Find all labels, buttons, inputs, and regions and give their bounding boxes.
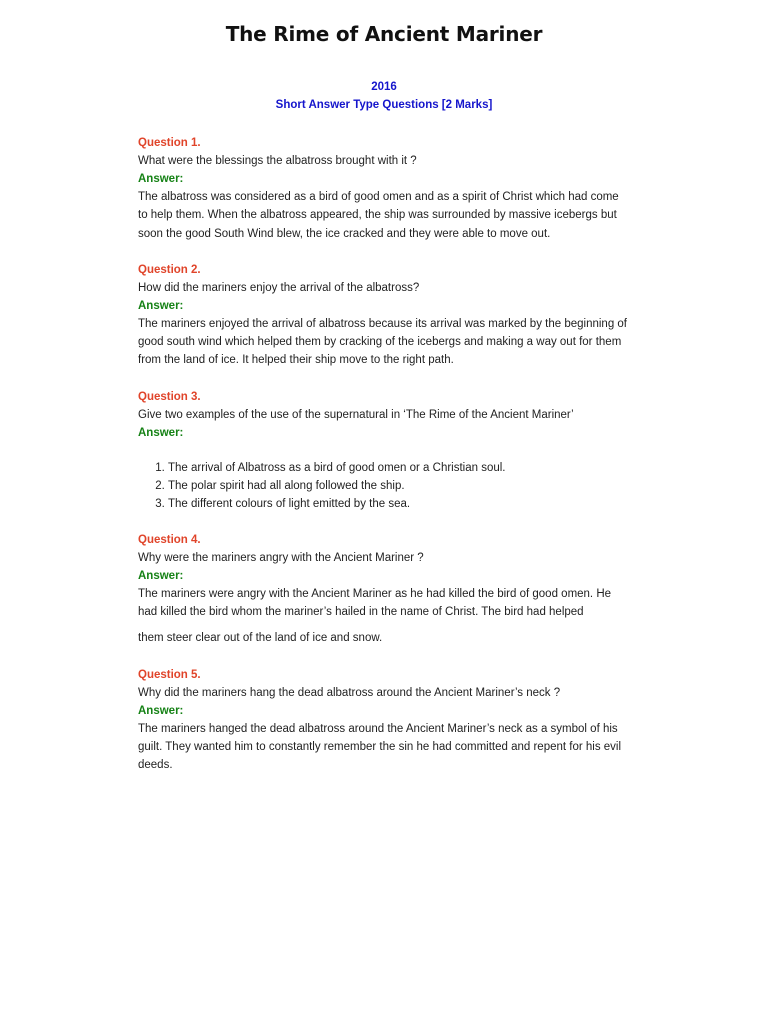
answer-label: Answer: bbox=[138, 173, 184, 185]
answer-list-item: 3. The different colours of light emitted by the sea. bbox=[168, 495, 628, 513]
answer-text-continued: them steer clear out of the land of ice and snow. bbox=[138, 632, 383, 645]
answer-label: Answer: bbox=[138, 569, 184, 582]
answer-list-item: 1. The arrival of Albatross as a bird of good omen or a Christian soul. bbox=[168, 459, 628, 477]
answer-text: The albatross was considered as a bird of good omen and as a spirit of Christ which had come to help them. When the albatross appeared, the ship was surrounded by massive icebergs but soon the good South Wind blew, the ice cracked and they were able to move out. bbox=[138, 191, 619, 240]
question-label: Question 3. bbox=[138, 390, 201, 403]
answer-text: The mariners hanged the dead albatross around the Ancient Mariner’s neck as a symbol of his guilt. They wanted him to constantly remember the sin he had committed and repent for his evil deeds. bbox=[138, 722, 622, 772]
question-text: What were the blessings the albatross brought with it ? bbox=[138, 155, 417, 167]
question-block-3 bbox=[138, 388, 628, 513]
question-label: Question 5. bbox=[138, 668, 201, 681]
questions-list bbox=[138, 134, 628, 793]
question-block-4 bbox=[138, 531, 628, 648]
answer-label: Answer: bbox=[138, 704, 184, 717]
year-heading: 2016 bbox=[371, 81, 397, 93]
question-block-5 bbox=[138, 666, 628, 775]
question-label: Question 2. bbox=[138, 263, 201, 276]
answer-list-item: 2. The polar spirit had all along followed the ship. bbox=[168, 477, 628, 495]
question-text: Give two examples of the use of the supernatural in ‘The Rime of the Ancient Mariner’ bbox=[138, 408, 574, 421]
section-subtitle: Short Answer Type Questions [2 Marks] bbox=[275, 99, 493, 111]
answer-label: Answer: bbox=[138, 426, 184, 439]
question-block-1 bbox=[138, 134, 628, 243]
answer-label: Answer: bbox=[138, 299, 184, 312]
question-text: How did the mariners enjoy the arrival of the albatross? bbox=[138, 281, 420, 294]
answer-text: The mariners were angry with the Ancient Mariner as he had killed the bird of good omen. He had killed the bird whom the mariner’s hailed in the name of Christ. The bird had helped bbox=[138, 587, 612, 619]
answer-list bbox=[138, 459, 628, 513]
answer-text: The mariners enjoyed the arrival of albatross because its arrival was marked by the beginning of good south wind which helped them by cracking of the icebergs and making a way out for them from the land of ice. It helped their ship move to the right path. bbox=[138, 317, 627, 367]
page-title: The Rime of Ancient Mariner bbox=[225, 22, 543, 46]
question-label: Question 1. bbox=[138, 137, 201, 149]
question-text: Why did the mariners hang the dead albatross around the Ancient Mariner’s neck ? bbox=[138, 686, 561, 699]
question-block-2 bbox=[138, 261, 628, 370]
question-text: Why were the mariners angry with the Ancient Mariner ? bbox=[138, 551, 424, 564]
question-label: Question 4. bbox=[138, 533, 201, 546]
